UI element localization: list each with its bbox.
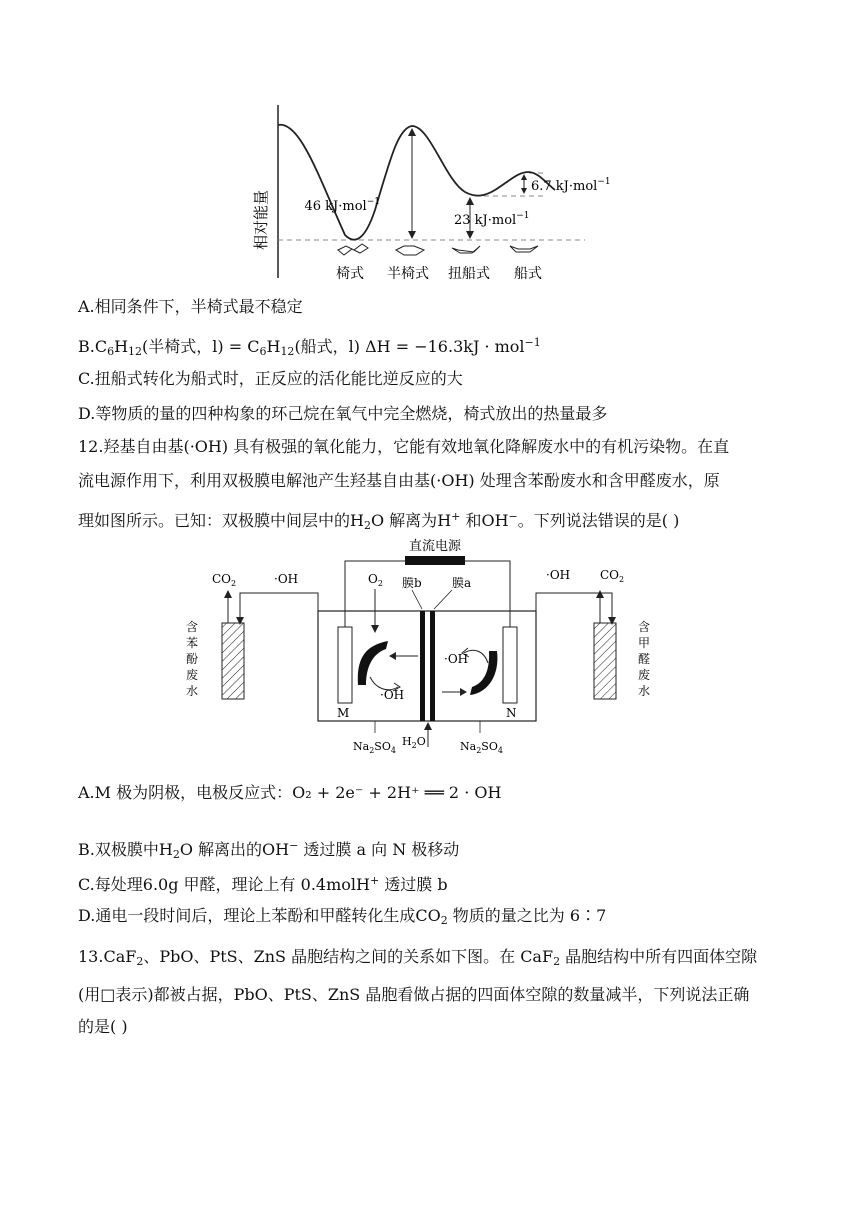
left-tank-label-5: 水 (185, 684, 199, 698)
formula-h: H (114, 337, 129, 356)
pipe-left (240, 593, 318, 627)
q12-line1: 12.羟基自由基(·OH) 具有极强的氧化能力，它能有效地氧化降解废水中的有机污染物。在直 (78, 437, 730, 456)
right-tank-label-2: 甲 (637, 636, 651, 650)
plus-sign: + (451, 510, 461, 523)
q11-option-d: D.等物质的量的四种构象的环己烷在氧气中完全燃烧，椅式放出的热量最多 (78, 404, 608, 423)
right-tank-label-5: 水 (637, 684, 651, 698)
and-text: 和 (460, 511, 482, 530)
q12-option-b (78, 835, 459, 866)
electrolysis-diagram (170, 535, 690, 760)
option-c-pre: C.每处理 (78, 875, 143, 894)
chair-glyph (338, 244, 368, 255)
option-d-co2: CO (415, 906, 441, 925)
membrane-a (430, 611, 435, 721)
option-d-post: 物质的量之比为 6∶7 (447, 906, 607, 925)
formula-c: C (94, 337, 108, 356)
q12-line3 (78, 506, 679, 537)
twist-boat-glyph (452, 246, 480, 253)
q12-line3-pre: 理如图所示。已知：双极膜中间层中的 (78, 511, 351, 530)
sub-6-2: 6 (259, 345, 267, 358)
co2-right: $CO_2$ (600, 568, 625, 584)
right-tank-label-4: 废 (637, 668, 651, 682)
option-c-post: 透过膜 b (379, 875, 448, 894)
q12-line3-mid: 解离为 (384, 511, 438, 530)
q13-number: 13. (78, 947, 104, 966)
o2-label: $O_2$ (368, 572, 383, 588)
conformer-half-chair: 半椅式 (387, 266, 429, 282)
oh-left: ·OH (274, 572, 299, 586)
q11-option-a: A.相同条件下，半椅式最不稳定 (78, 297, 303, 316)
option-c-mass: 6.0g (142, 875, 179, 894)
option-b-post: 透过膜 a 向 N 极移动 (298, 840, 460, 859)
na2so4-right: $Na_2SO_4$ (460, 740, 503, 755)
electrode-n-label: N (506, 706, 517, 720)
na2so4-left: $Na_2SO_4$ (353, 740, 396, 755)
half-chair-glyph (396, 246, 424, 255)
sub-12-2: 12 (280, 345, 295, 358)
y-axis-label: 相对能量 (252, 189, 270, 251)
sub-12: 12 (128, 345, 143, 358)
curved-arrow-right (470, 651, 497, 695)
oh-left-inside: ·OH (380, 688, 405, 702)
option-b-o: O (179, 840, 193, 859)
option-c-mol: 0.4molH (300, 875, 370, 894)
left-tank-label-3: 酚 (185, 652, 199, 666)
membrane-b-label: 膜b (402, 576, 422, 590)
curved-arrow-left (358, 641, 388, 685)
q12-option-d (78, 905, 606, 932)
energy-diagram (240, 100, 620, 290)
boat-glyph (510, 246, 538, 252)
label-46: 46 kJ·mol$^{-1}$ (304, 197, 380, 214)
q13-sub2: 2 (553, 955, 561, 968)
option-b-sub: 2 (172, 848, 180, 861)
electrode-n (503, 627, 517, 703)
conformer-boat: 船式 (514, 266, 542, 282)
right-tank-label-1: 含 (637, 620, 651, 634)
option-d-pre: D.通电一段时间后，理论上苯酚和甲醛转化生成 (78, 906, 416, 925)
q11-option-c: C.扭船式转化为船式时，正反应的活化能比逆反应的大 (78, 369, 463, 388)
q13-line1 (78, 946, 757, 973)
h2o-o: O (370, 511, 385, 530)
electrode-m-label: M (337, 706, 350, 720)
h-plus: H (437, 511, 452, 530)
right-column (594, 623, 616, 699)
option-b-mid2: (船式，l) ΔH = −16.3kJ · mol (294, 337, 525, 356)
option-c-plus: + (369, 874, 380, 887)
q12-option-c (78, 870, 448, 896)
sub-6: 6 (107, 345, 115, 358)
water-bottom: $H_2O$ (402, 735, 426, 750)
option-b-minus: − (289, 839, 299, 852)
q13-formula2: CaF (520, 947, 554, 966)
q13-line1-post: 晶胞结构中所有四面体空隙 (560, 947, 758, 966)
power-source (405, 556, 465, 565)
left-column (222, 623, 244, 699)
q13-sub1: 2 (136, 955, 144, 968)
power-wire-right (465, 561, 510, 627)
option-b-mid1: (半椅式，l) = (142, 337, 248, 356)
left-tank-label-2: 苯 (185, 636, 199, 650)
oh-center: ·OH (444, 652, 469, 666)
option-a-prefix: A.M 极为阴极，电极反应式： (78, 783, 293, 802)
option-b-h: H (158, 840, 173, 859)
option-b-pre: B.双极膜中 (78, 840, 159, 859)
formula-c-2: C (247, 337, 260, 356)
option-b-mid: 解离出的 (192, 840, 263, 859)
q11-option-b (78, 332, 541, 363)
q12-option-a (78, 782, 501, 804)
h2o-sub: 2 (363, 519, 371, 532)
co2-left: $CO_2$ (212, 572, 237, 588)
label-23: 23 kJ·mol$^{-1}$ (454, 211, 530, 228)
q13-line1-mid: 、PbO、PtS、ZnS 晶胞结构之间的关系如下图。在 (143, 947, 521, 966)
membrane-a-label: 膜a (452, 576, 472, 590)
label-6-7: 6.7 kJ·mol$^{-1}$ (531, 177, 611, 194)
h2o-h: H (350, 511, 364, 530)
conformer-twist-boat: 扭船式 (448, 266, 490, 282)
minus-sign: − (508, 510, 518, 523)
power-label: 直流电源 (408, 539, 462, 554)
pipe-right (536, 593, 612, 627)
q13-line3: 的是( ) (78, 1017, 128, 1036)
q12-line2: 流电源作用下，利用双极膜电解池产生羟基自由基(·OH) 处理含苯酚废水和含甲醛废水，原 (78, 471, 720, 490)
option-c-mid: 甲醛，理论上有 (178, 875, 301, 894)
membrane-b (420, 611, 425, 721)
left-tank-label-4: 废 (185, 668, 199, 682)
option-b-oh: OH (262, 840, 290, 859)
q13-line2: (用□表示)都被占据，PbO、PtS、ZnS 晶胞看做占据的四面体空隙的数量减半，下列说法正确 (78, 985, 750, 1004)
q12-line3-post: 。下列说法错误的是( ) (517, 511, 680, 530)
conformer-chair: 椅式 (336, 266, 364, 282)
option-b-prefix: B. (78, 337, 95, 356)
right-tank-label-3: 醛 (637, 652, 651, 666)
option-d-co2-sub: 2 (440, 914, 448, 927)
sup-minus1: −1 (524, 336, 541, 349)
oh-minus: OH (481, 511, 509, 530)
oh-right: ·OH (546, 568, 571, 582)
formula-h-2: H (266, 337, 281, 356)
option-a-equation: O₂ + 2e⁻ + 2H⁺ ══ 2 · OH (292, 783, 502, 802)
electrode-m (338, 627, 352, 703)
left-tank-label-1: 含 (185, 620, 199, 634)
q13-formula1: CaF (103, 947, 137, 966)
